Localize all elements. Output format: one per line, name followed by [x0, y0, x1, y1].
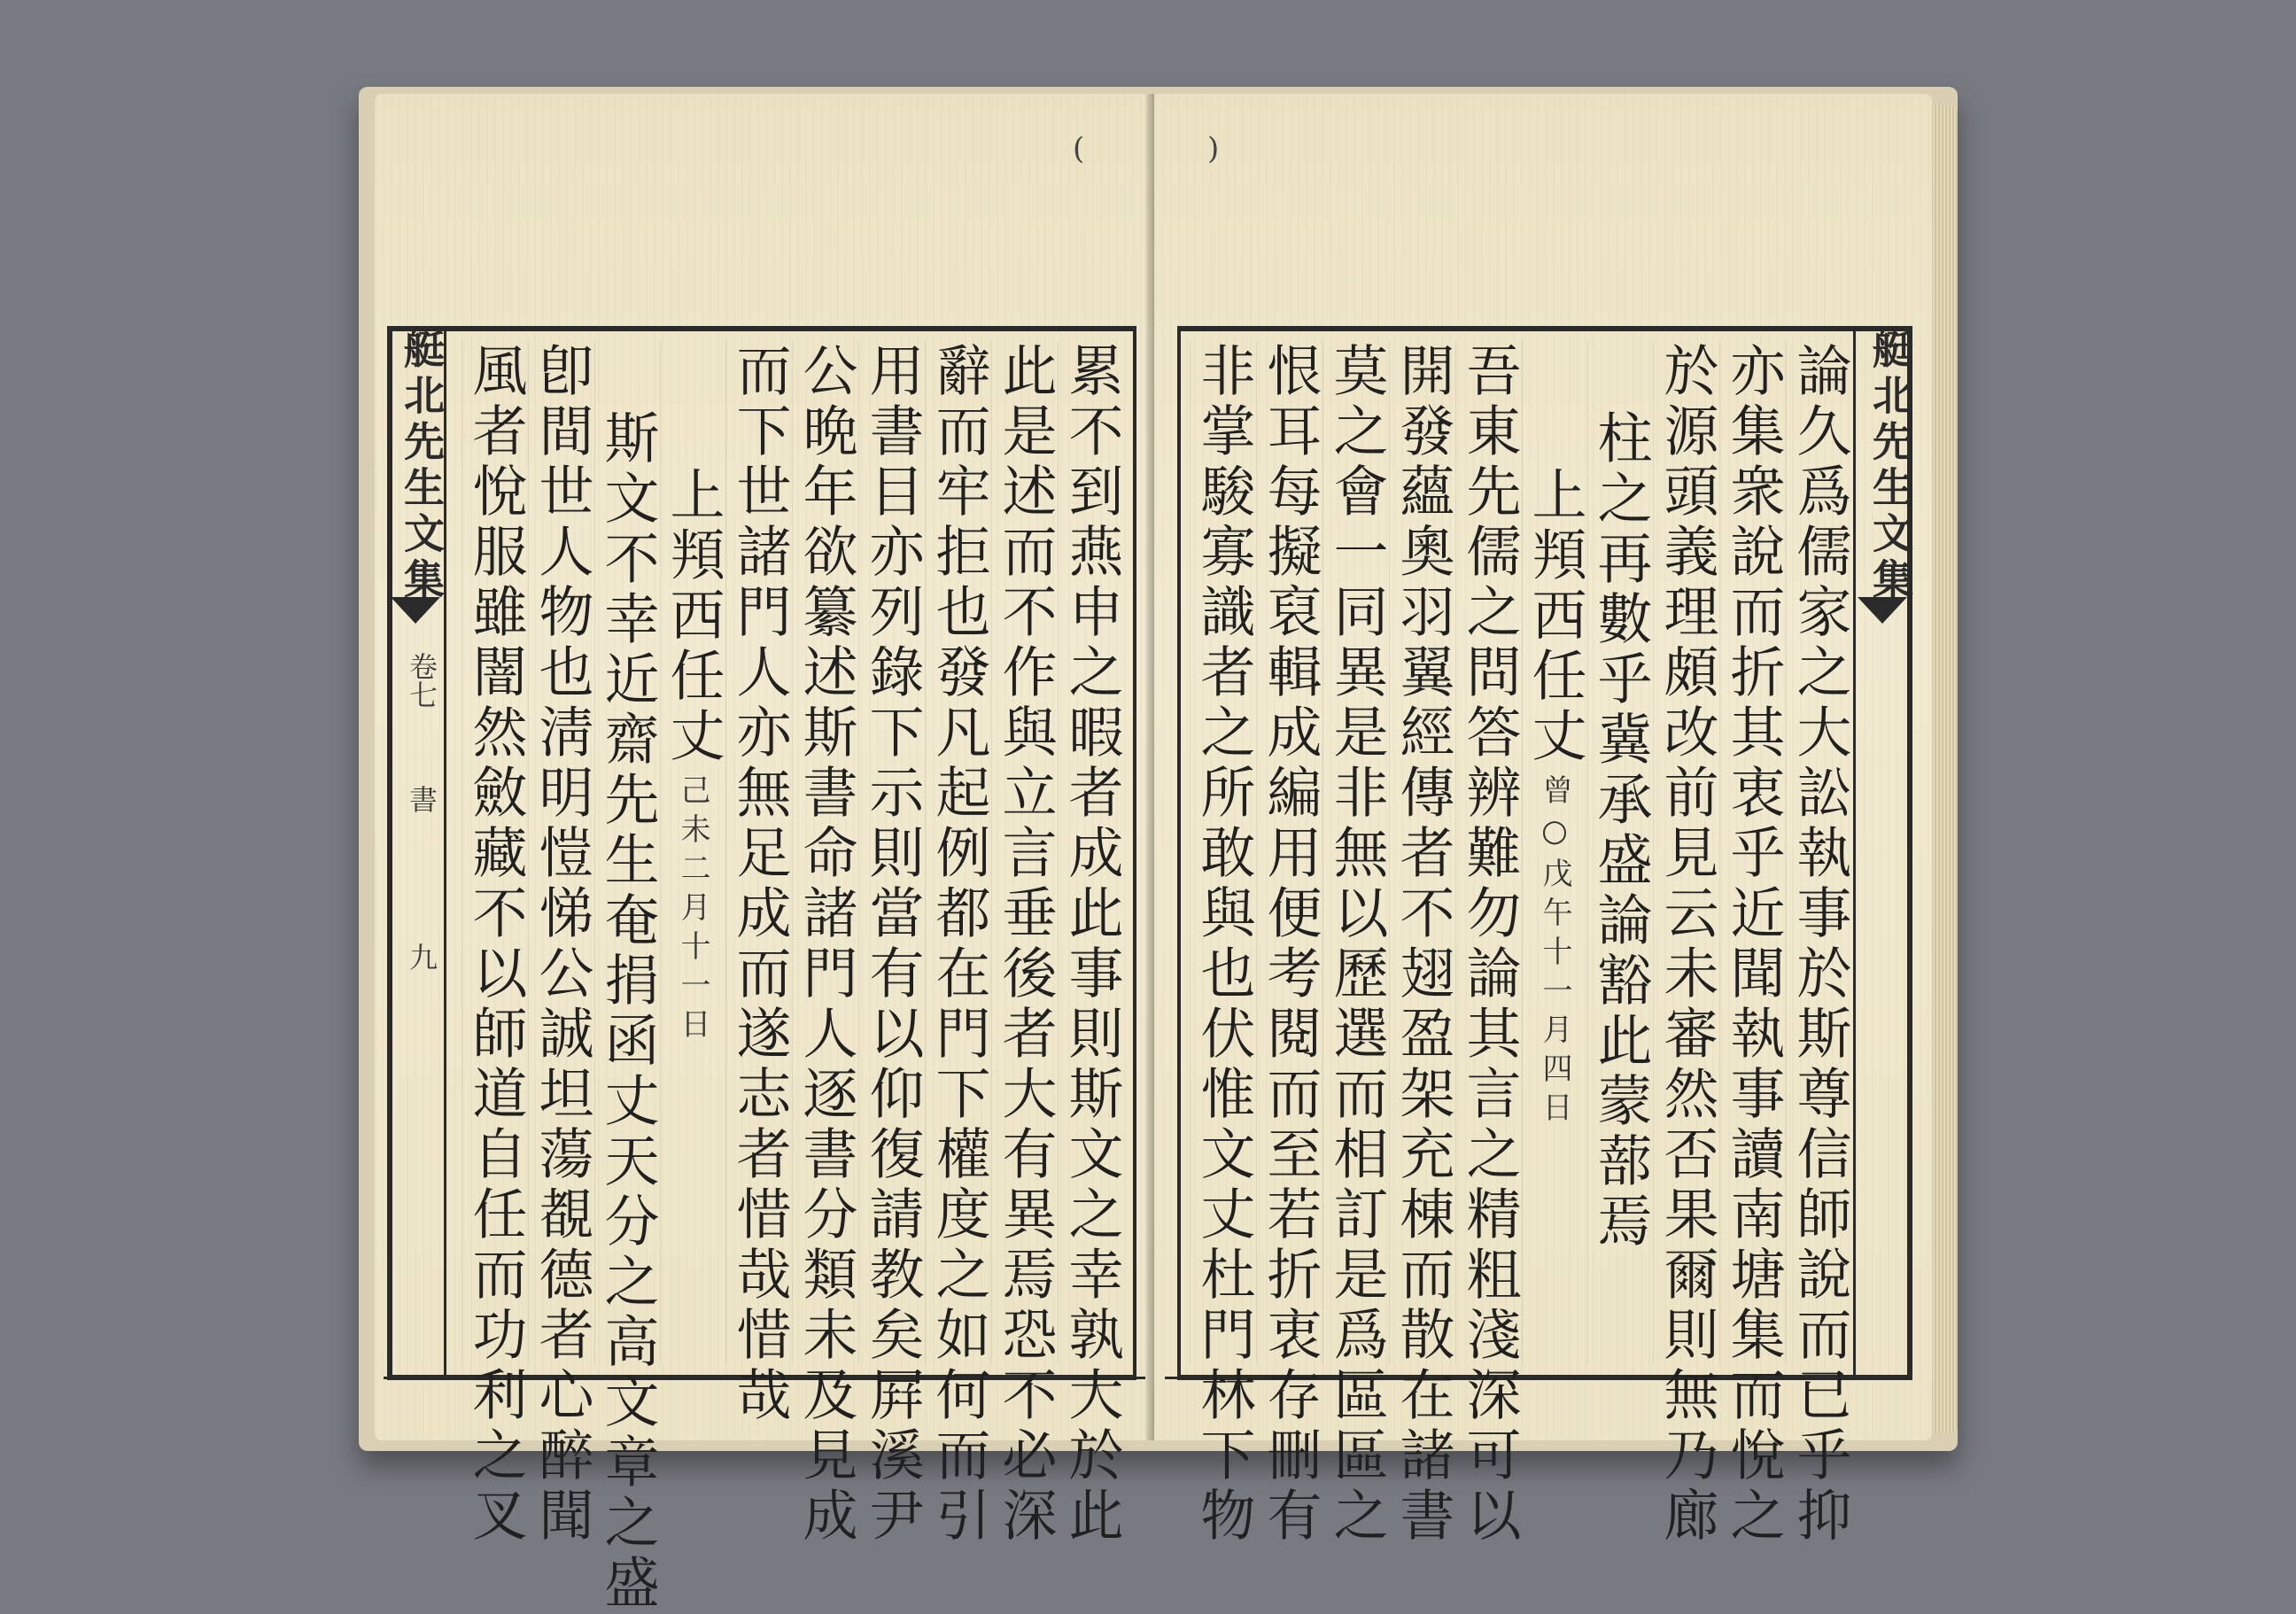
text-column: 用書目亦列錄下示則當有以仰復請教矣屛溪尹	[860, 342, 925, 1547]
left-page	[375, 94, 1154, 1614]
letter-heading-column	[660, 342, 725, 1364]
text-column: 亦集衆說而折其衷乎近聞執事讀南塘集而悅之	[1721, 342, 1786, 1547]
right-page	[1154, 94, 1932, 1547]
text-column: 論久爲儒家之大訟執事於斯尊信師說而已乎抑	[1788, 342, 1852, 1547]
right-hanxin-title: 艇北先生文集	[1866, 328, 1914, 604]
letter-date-note: 曾○戊午十一月四日	[1537, 774, 1572, 1130]
text-column: 辭而牢拒也發凡起例都在門下權度之如何而引	[927, 342, 991, 1547]
left-hanxin-title: 艇北先生文集	[398, 328, 446, 604]
text-column: 恨耳每擬裒輯成編用便考閱而至若折衷存刪有	[1258, 342, 1323, 1547]
text-column: 開發蘊奧羽翼經傳者不翅盈架充棟而散在諸書	[1391, 342, 1455, 1547]
letter-heading: 上頖西任丈	[661, 466, 725, 767]
left-text-body	[447, 342, 1124, 1614]
left-folio-number: 九	[405, 943, 438, 971]
page-edges	[1931, 105, 1958, 1433]
left-print-frame	[387, 326, 1136, 1614]
text-column: 卽間世人物也淸明愷悌公誠坦蕩覩德者心醉聞	[530, 342, 594, 1547]
text-column: 莫之會一同異是非無以歷選而相訂是爲區區之	[1324, 342, 1389, 1547]
text-column: 非掌駿寡識者之所敢與也伏惟文丈杜門林下物	[1191, 342, 1256, 1547]
left-hanxin-column	[389, 328, 446, 1375]
fold-mark-right: )	[1207, 131, 1220, 167]
right-print-frame	[1177, 326, 1914, 1547]
left-fishtail-mark	[391, 597, 440, 624]
fold-mark-left: (	[1073, 131, 1085, 167]
text-column: 風者悅服雖闇然斂藏不以師道自任而功利之叉	[463, 342, 528, 1547]
right-hanxin-column	[1853, 328, 1914, 1375]
text-column: 而下世諸門人亦無足成而遂志者惜哉惜哉	[727, 342, 792, 1426]
text-column: 公晩年欲纂述斯書命諸門人逐書分類未及見成	[794, 342, 858, 1547]
right-fishtail-mark	[1858, 597, 1907, 624]
text-column: 斯文不幸近齋先生奄捐函丈天分之高文章之盛	[594, 342, 660, 1364]
text-column: 於源頭義理頗改前見云未審然否果爾則無乃廊	[1655, 342, 1719, 1547]
text-column: 累不到燕申之暇者成此事則斯文之幸孰大於此	[1059, 342, 1124, 1547]
left-volume-label: 卷七	[405, 652, 438, 709]
open-book	[359, 87, 1958, 1614]
right-text-body	[1188, 342, 1852, 1547]
letter-heading-column	[1522, 342, 1587, 1364]
text-column: 吾東先儒之問答辨難勿論其言之精粗淺深可以	[1457, 342, 1522, 1547]
letter-heading: 上頖西任丈	[1523, 466, 1587, 767]
text-column: 此是述而不作與立言垂後者大有異焉恐不必深	[993, 342, 1058, 1547]
left-section-label: 書	[405, 785, 438, 813]
letter-date-note: 己未二月十一日	[675, 774, 710, 1047]
text-column: 柱之再數乎冀承盛論豁此蒙蔀焉	[1587, 342, 1653, 1364]
